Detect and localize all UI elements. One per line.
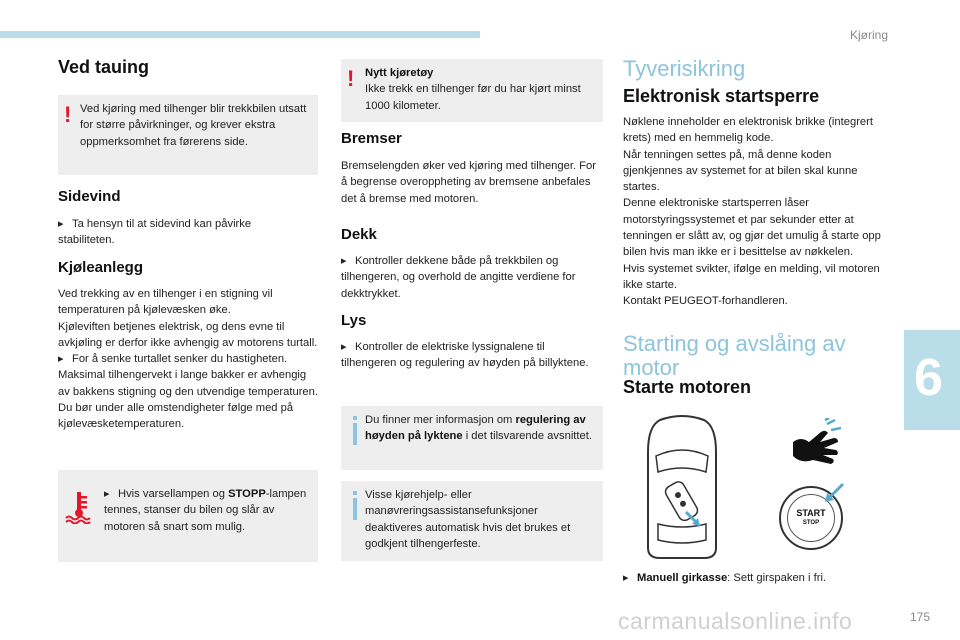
dekk-title: Dekk: [341, 226, 377, 243]
kjoleanlegg-title: Kjøleanlegg: [58, 259, 144, 276]
start-stop-button: START STOP: [779, 486, 843, 550]
sidevind-title: Sidevind: [58, 188, 121, 205]
ved-tauing-title: Ved tauing: [58, 57, 150, 77]
press-arrow-icon: [821, 482, 845, 506]
starting-title: Starting og avslåing av motor: [623, 331, 846, 380]
manuell-girkasse-bullet: ▸ Manuell girkasse: Sett girspaken i fri.: [623, 570, 885, 586]
info-text-kjorehjelp: Visse kjørehjelp- eller manøvreringsassistansefunksjoner deaktiveres automatisk hvis det brukes et godkjent tilhengerfeste.: [365, 489, 571, 550]
kjoleanlegg-body: Ved trekking av en tilhenger i en stigning vil temperaturen på kjølevæsken øke. Kjøleviften betjenes elektrisk, og dens evne til avkjøling er derfor ikke avhengig av motorens turtall. ▸ For å senke turtallet senker du hastigheten. Maksimal tilhengervekt i lange bakker er avhengig av bakkens stigning og den utvendige temperaturen. Du bør under alle omstendigheter følge med på kjølevæsketemperaturen.: [58, 288, 318, 431]
coolant-temperature-icon: [64, 490, 94, 524]
info-icon: [353, 423, 357, 445]
tyverisikring-title: Tyverisikring: [623, 56, 746, 81]
info-icon-dot: [353, 491, 357, 495]
warning-box-new-vehicle: [341, 59, 603, 122]
stopp-warning-text: ▸ Hvis varsellampen og STOPP-lampen tennes, stanser du bilen og slår av motoren så snart som mulig.: [104, 488, 307, 533]
header-accent-bar: [0, 31, 480, 38]
new-vehicle-warning: Nytt kjøretøy Ikke trekk en tilhenger før du har kjørt minst 1000 kilometer.: [365, 67, 581, 112]
bullet-icon: ▸: [104, 488, 110, 500]
starte-motoren-title: Starte motoren: [623, 377, 752, 397]
chapter-tab: 6: [904, 330, 960, 430]
warning-exclamation-icon: !: [347, 66, 355, 91]
car-key-illustration: [640, 412, 724, 562]
warning-box-tauing: [58, 95, 318, 175]
info-box-regulering: [341, 406, 603, 470]
info-text-regulering: Du finner mer informasjon om regulering av høyden på lyktene i det tilsvarende avsnittet.: [365, 414, 592, 443]
stopp-warning-box: [58, 470, 318, 562]
bremser-text: Bremselengden øker ved kjøring med tilhenger. For å begrense overoppheting av bremsene anbefales det å bremse med motoren.: [341, 160, 596, 205]
bullet-icon: ▸: [341, 341, 347, 353]
dekk-bullet: ▸ Kontroller dekkene både på trekkbilen og tilhengeren, og overhold de angitte verdiene for dekktrykket.: [341, 255, 576, 300]
sidevind-bullet: ▸ Ta hensyn til at sidevind kan påvirke stabiliteten.: [58, 218, 252, 247]
info-box-kjorehjelp: [341, 481, 603, 561]
bullet-icon: ▸: [58, 353, 64, 366]
bullet-icon: ▸: [623, 572, 629, 584]
info-icon: [353, 498, 357, 520]
chapter-title: Kjøring: [849, 28, 888, 42]
bremser-title: Bremser: [341, 130, 402, 147]
bullet-icon: ▸: [58, 218, 64, 230]
lys-title: Lys: [341, 312, 367, 329]
startsperre-body: Nøklene inneholder en elektronisk brikke (integrert krets) med en hemmelig kode. Når tenningen settes på, må denne koden gjenkjennes av systemet for at bilen skal kunne startes. Denne elektroniske startsperren låser motorstyringssystemet et par sekunder etter at tenningen er slått av, og gjør det umulig å starte opp bilen hvis man ikke er i besittelse av nøkkelen. Hvis systemet svikter, ifølge en melding, vil motoren ikke starte. Kontakt PEUGEOT-forhandleren.: [623, 116, 881, 308]
startsperre-title: Elektronisk startsperre: [623, 86, 820, 106]
hand-press-icon: [787, 418, 849, 474]
warning-exclamation-icon: !: [64, 102, 72, 127]
info-icon-dot: [353, 416, 357, 420]
page-number: 175: [909, 610, 930, 624]
bullet-icon: ▸: [341, 255, 347, 267]
lys-bullet: ▸ Kontroller de elektriske lyssignalene til tilhengeren og regulering av høyden på billyktene.: [341, 341, 589, 370]
warning-text: Ved kjøring med tilhenger blir trekkbilen utsatt for større påvirkninger, og krever ekstra oppmerksomhet fra førerens side.: [80, 103, 307, 148]
watermark: carmanualsonline.info: [618, 608, 853, 634]
